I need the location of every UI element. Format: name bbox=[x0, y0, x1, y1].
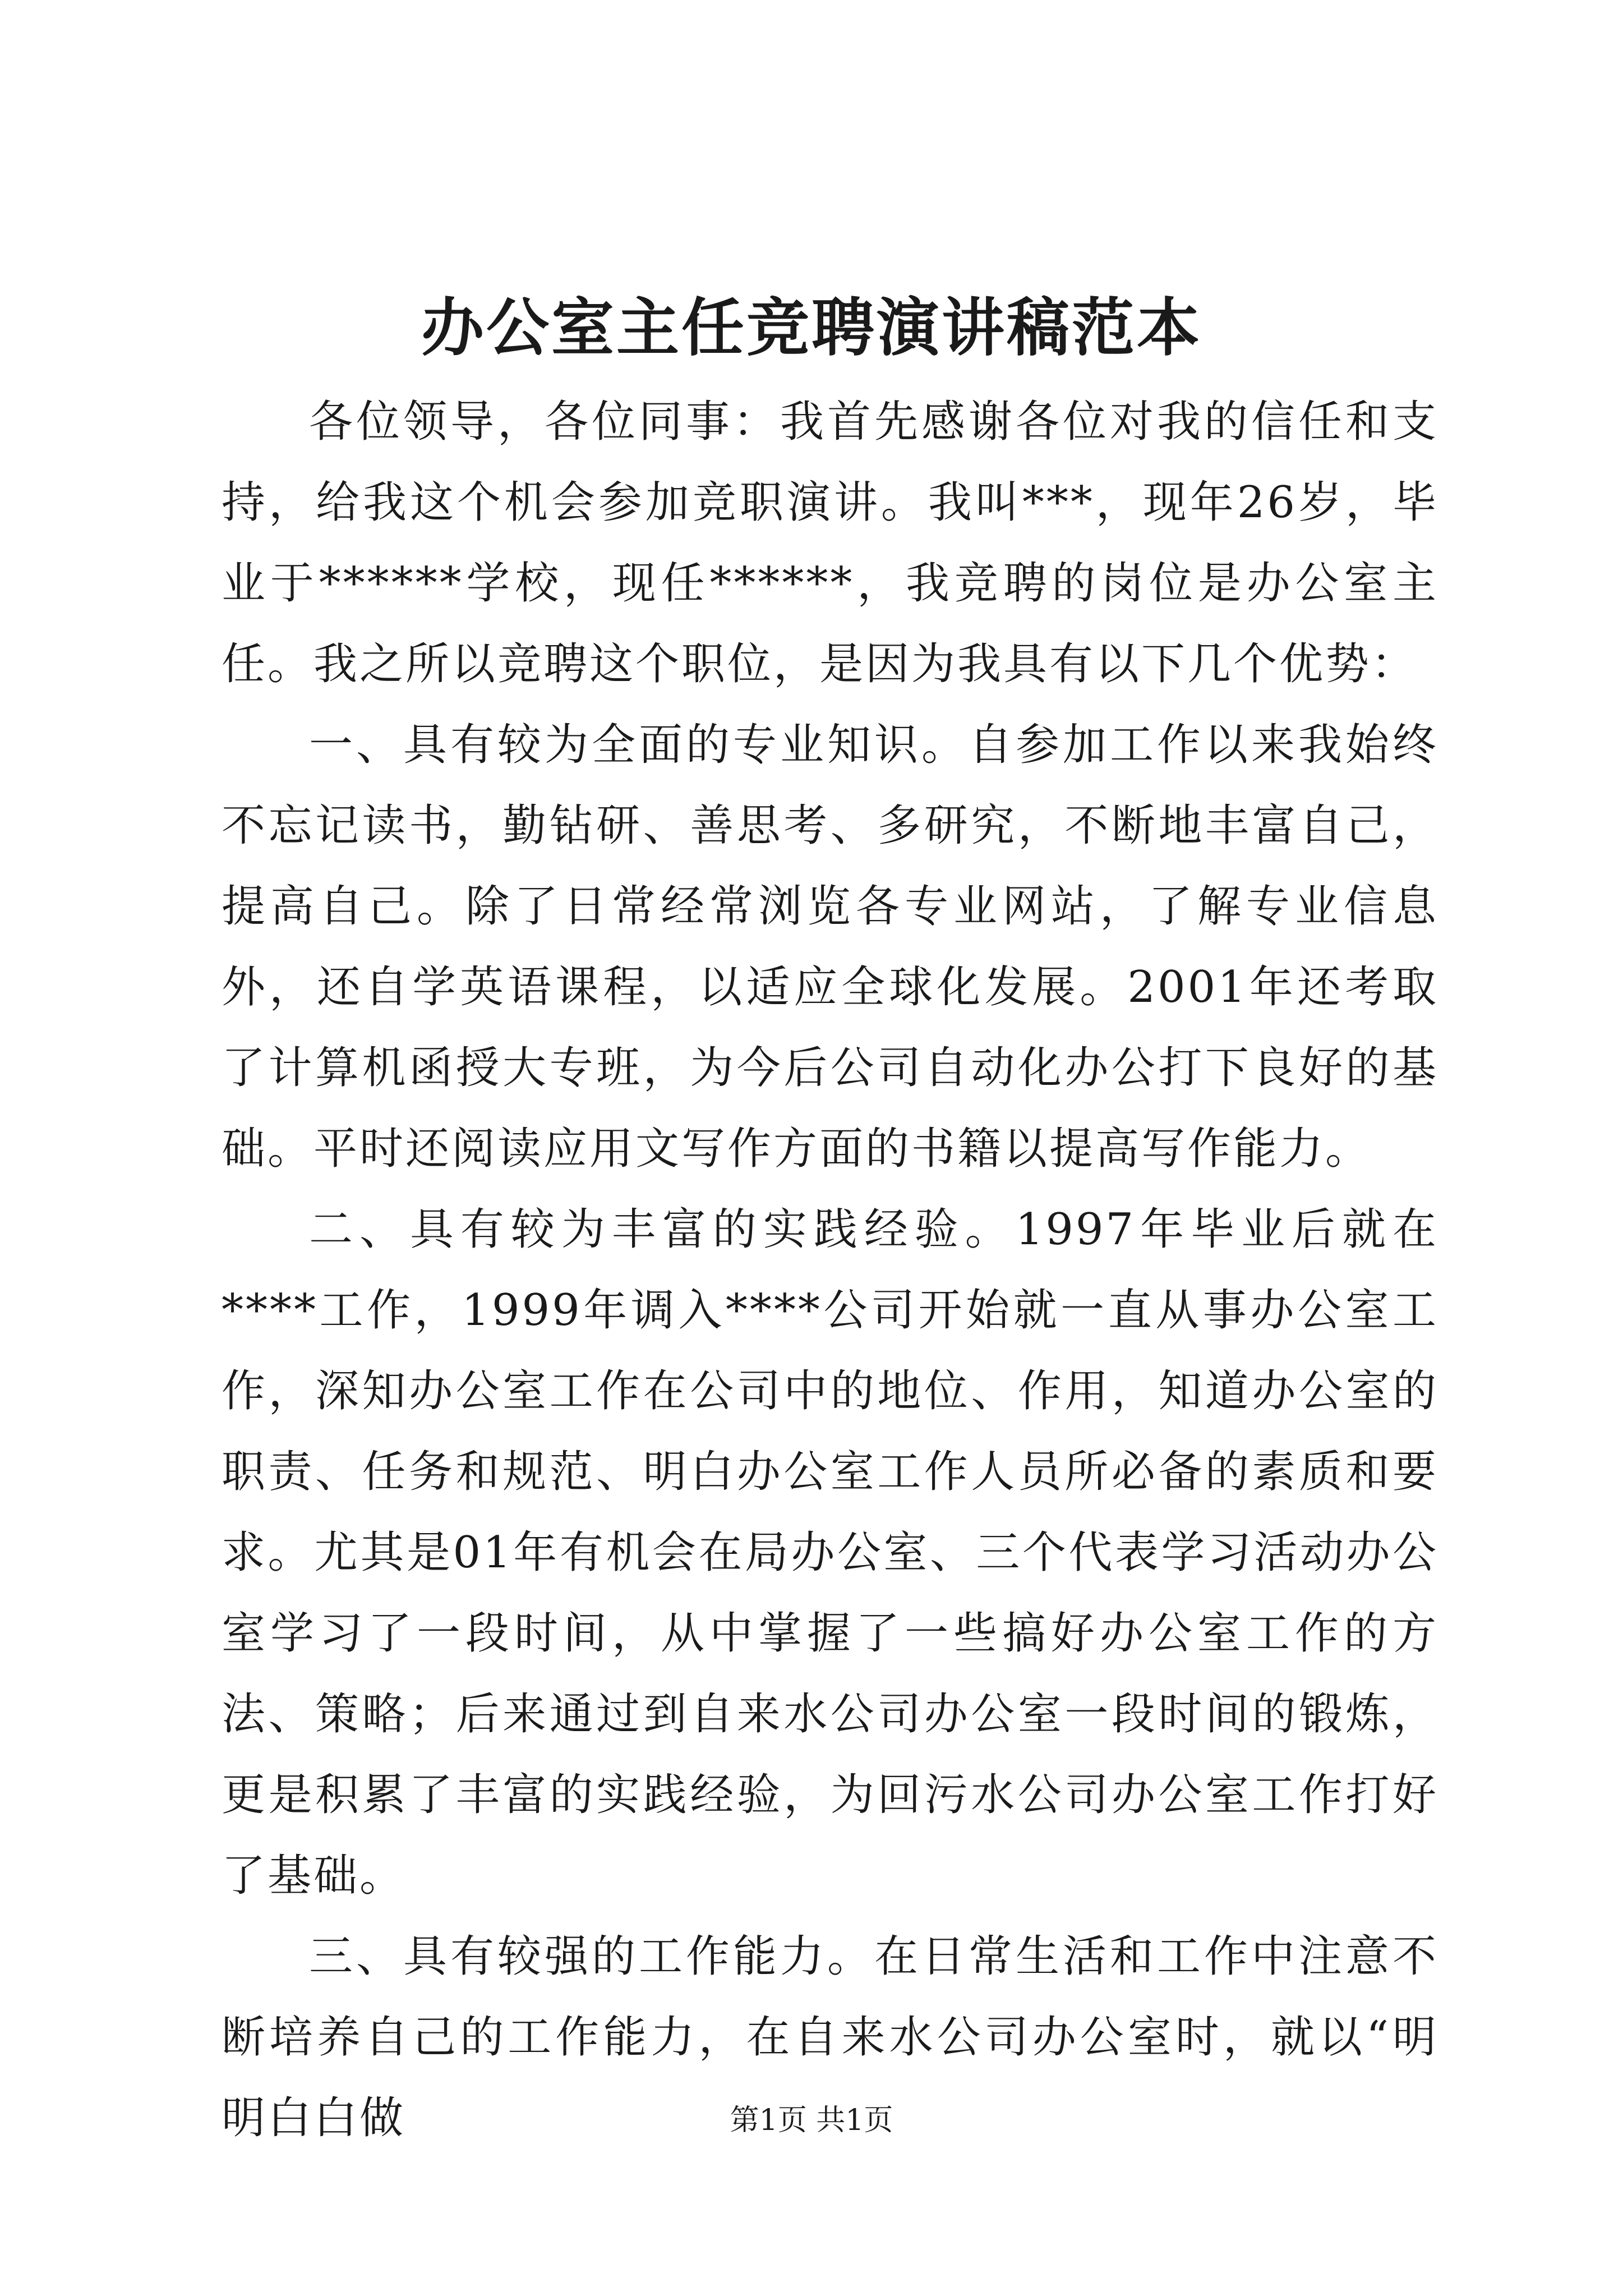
paragraph-experience: 二、具有较为丰富的实践经验。1997年毕业后就在****工作，1999年调入****公司开始就一直从事办公室工作，深知办公室工作在公司中的地位、作用，知道办公室的职责、任务和规范、明白办公室工作人员所必备的素质和要求。尤其是01年有机会在局办公室、三个代表学习活动办公室学习了一段时间，从中掌握了一些搞好办公室工作的方法、策略；后来通过到自来水公司办公室一段时间的锻炼，更是积累了丰富的实践经验，为回污水公司办公室工作打好了基础。 bbox=[222, 1204, 1438, 1901]
document-body bbox=[222, 381, 1438, 2159]
page-footer: 第1页 共1页 bbox=[730, 2104, 893, 2137]
paragraph-greeting: 各位领导，各位同事：我首先感谢各位对我的信任和支持，给我这个机会参加竞职演讲。我叫***，现年26岁，毕业于******学校，现任******，我竞聘的岗位是办公室主任。我之所以竞聘这个职位，是因为我具有以下几个优势： bbox=[222, 397, 1438, 689]
paragraph-ability: 三、具有较强的工作能力。在日常生活和工作中注意不断培养自己的工作能力，在自来水公司办公室时，就以“明明白白做 bbox=[222, 1931, 1438, 2143]
paragraph-knowledge: 一、具有较为全面的专业知识。自参加工作以来我始终不忘记读书，勤钻研、善思考、多研究，不断地丰富自己，提高自己。除了日常经常浏览各专业网站，了解专业信息外，还自学英语课程，以适应全球化发展。2001年还考取了计算机函授大专班，为今后公司自动化办公打下良好的基础。平时还阅读应用文写作方面的书籍以提高写作能力。 bbox=[222, 720, 1438, 1174]
document-title: 办公室主任竞聘演讲稿范本 bbox=[421, 291, 1202, 365]
